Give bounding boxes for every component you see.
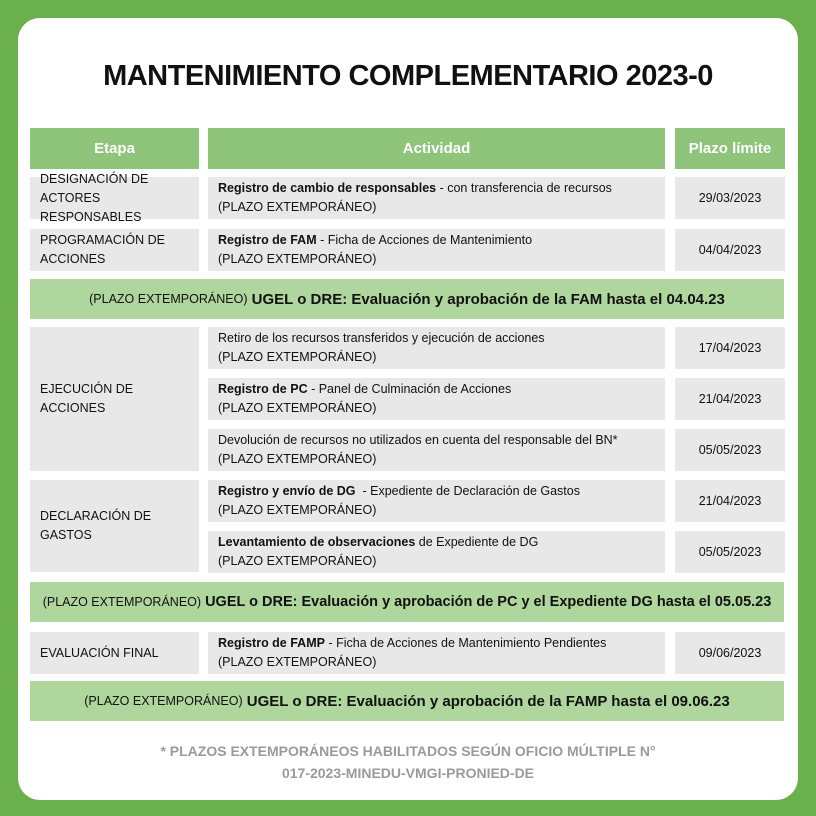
- etapa-cell: EVALUACIÓN FINAL: [30, 632, 199, 674]
- approval-banner: [30, 279, 784, 319]
- activity-text: - Panel de Culminación de Acciones: [307, 382, 512, 396]
- activity-note: (PLAZO EXTEMPORÁNEO): [218, 401, 377, 415]
- deadline-cell: 29/03/2023: [675, 177, 785, 219]
- banner-note: (PLAZO EXTEMPORÁNEO): [89, 292, 248, 306]
- header-actividad: Actividad: [208, 128, 665, 169]
- activity-cell: [208, 177, 665, 219]
- activity-bold: Registro de FAM: [218, 233, 317, 247]
- activity-bold: Registro de FAMP: [218, 636, 325, 650]
- banner-text: UGEL o DRE: Evaluación y aprobación de PC y el Expediente DG hasta el 05.05.23: [205, 594, 772, 610]
- activity-bold: Registro de PC: [218, 382, 308, 396]
- banner-text: UGEL o DRE: Evaluación y aprobación de la FAM hasta el 04.04.23: [251, 290, 725, 308]
- activity-cell: [208, 429, 665, 471]
- etapa-cell: [30, 171, 199, 224]
- banner-text: UGEL o DRE: Evaluación y aprobación de la FAMP hasta el 09.06.23: [246, 692, 730, 710]
- activity-note: (PLAZO EXTEMPORÁNEO): [218, 554, 377, 568]
- etapa-cell: DECLARACIÓN DE GASTOS: [30, 480, 199, 572]
- footer-line: * PLAZOS EXTEMPORÁNEOS HABILITADOS SEGÚN OFICIO MÚLTIPLE N°: [160, 743, 656, 759]
- activity-text: de Expediente de DG: [415, 535, 539, 549]
- activity-note: (PLAZO EXTEMPORÁNEO): [218, 252, 377, 266]
- activity-text: - Ficha de Acciones de Mantenimiento: [316, 233, 533, 247]
- etapa-cell: EJECUCIÓN DE ACCIONES: [30, 327, 199, 471]
- deadline-cell: 17/04/2023: [675, 327, 785, 369]
- approval-banner: [30, 681, 784, 721]
- activity-cell: [208, 531, 665, 573]
- etapa-label: ACCIONES: [40, 252, 106, 266]
- footer-line: 017-2023-MINEDU-VMGI-PRONIED-DE: [281, 765, 535, 781]
- page-title: MANTENIMIENTO COMPLEMENTARIO 2023-0: [103, 60, 713, 92]
- deadline-cell: 05/05/2023: [675, 429, 785, 471]
- etapa-label: PROGRAMACIÓN DE: [40, 233, 166, 247]
- activity-cell: [208, 327, 665, 369]
- activity-bold: Registro de cambio de responsables: [218, 181, 437, 195]
- activity-cell: [208, 229, 665, 271]
- deadline-cell: 21/04/2023: [675, 480, 785, 522]
- activity-note: (PLAZO EXTEMPORÁNEO): [218, 200, 377, 214]
- activity-note: (PLAZO EXTEMPORÁNEO): [218, 655, 377, 669]
- activity-bold: Registro y envío de DG: [218, 484, 356, 498]
- activity-note: (PLAZO EXTEMPORÁNEO): [218, 452, 377, 466]
- activity-cell: [208, 632, 665, 674]
- activity-note: (PLAZO EXTEMPORÁNEO): [218, 503, 377, 517]
- deadline-cell: 05/05/2023: [675, 531, 785, 573]
- banner-note: (PLAZO EXTEMPORÁNEO): [42, 595, 202, 609]
- etapa-cell: [30, 229, 199, 271]
- activity-bold: Levantamiento de observaciones: [218, 535, 416, 549]
- header-plazo: Plazo límite: [675, 128, 785, 169]
- activity-text: Retiro de los recursos transferidos y ejecución de acciones: [218, 331, 545, 345]
- activity-text: - con transferencia de recursos: [436, 181, 612, 195]
- etapa-label: DESIGNACIÓN DE: [40, 171, 149, 186]
- activity-note: (PLAZO EXTEMPORÁNEO): [218, 350, 377, 364]
- deadline-cell: 21/04/2023: [675, 378, 785, 420]
- activity-cell: [208, 480, 665, 522]
- footer-note: [0, 740, 816, 784]
- activity-text: - Ficha de Acciones de Mantenimiento Pendientes: [324, 636, 607, 650]
- approval-banner: [30, 582, 784, 622]
- banner-note: (PLAZO EXTEMPORÁNEO): [84, 694, 243, 708]
- activity-text: - Expediente de Declaración de Gastos: [355, 484, 580, 498]
- etapa-label: ACTORES RESPONSABLES: [40, 190, 142, 224]
- activity-text: Devolución de recursos no utilizados en cuenta del responsable del BN*: [218, 433, 618, 447]
- deadline-cell: 09/06/2023: [675, 632, 785, 674]
- deadline-cell: 04/04/2023: [675, 229, 785, 271]
- activity-cell: [208, 378, 665, 420]
- header-etapa: Etapa: [30, 128, 199, 169]
